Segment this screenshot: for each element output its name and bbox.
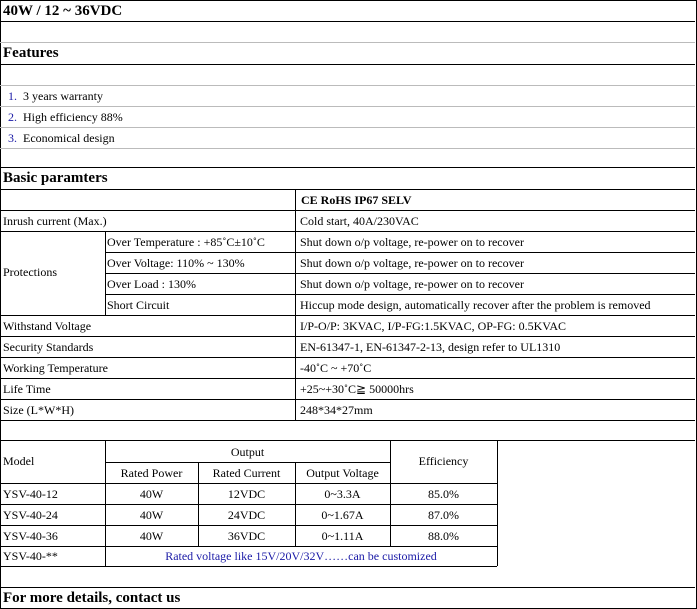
protection-sub: Over Voltage: 110% ~ 130% <box>107 256 245 270</box>
param-label: Withstand Voltage <box>3 319 92 333</box>
model-name: YSV-40-36 <box>3 529 58 543</box>
feature-num: 1. <box>8 89 17 103</box>
param-value: Shut down o/p voltage, re-power on to recover <box>300 277 524 291</box>
param-value: Shut down o/p voltage, re-power on to recover <box>300 235 524 249</box>
features-heading: Features <box>3 45 59 61</box>
cert-marks: CE RoHS IP67 SELV <box>301 193 412 207</box>
param-label: Life Time <box>3 382 51 396</box>
param-value: Cold start, 40A/230VAC <box>300 214 419 228</box>
feature-item: 3 years warranty <box>23 89 103 103</box>
feature-num: 3. <box>8 131 17 145</box>
model-current: 24VDC <box>227 508 266 522</box>
feature-num: 2. <box>8 110 17 124</box>
model-current: 12VDC <box>227 487 266 501</box>
model-name: YSV-40-24 <box>3 508 58 522</box>
model-efficiency: 85.0% <box>428 487 459 501</box>
feature-item: High efficiency 88% <box>23 110 123 124</box>
col-output-voltage: Output Voltage <box>306 466 379 480</box>
model-power: 40W <box>139 529 164 543</box>
param-value: +25~+30˚C≧ 50000hrs <box>300 382 414 396</box>
model-current: 36VDC <box>227 529 266 543</box>
param-label: Security Standards <box>3 340 94 354</box>
col-model: Model <box>3 454 35 468</box>
model-power: 40W <box>139 487 164 501</box>
footer-contact: For more details, contact us <box>3 590 181 606</box>
protections-label: Protections <box>3 265 57 279</box>
param-value: Shut down o/p voltage, re-power on to recover <box>300 256 524 270</box>
protection-sub: Short Circuit <box>107 298 170 312</box>
param-label: Working Temperature <box>3 361 108 375</box>
param-value: I/P-O/P: 3KVAC, I/P-FG:1.5KVAC, OP-FG: 0.5KVAC <box>300 319 567 333</box>
param-value: -40˚C ~ +70˚C <box>300 361 372 375</box>
model-voltage: 0~1.11A <box>321 529 364 543</box>
col-efficiency: Efficiency <box>418 454 469 468</box>
col-output: Output <box>230 445 265 459</box>
model-name: YSV-40-12 <box>3 487 58 501</box>
model-efficiency: 88.0% <box>428 529 459 543</box>
model-name: YSV-40-** <box>3 549 58 563</box>
col-rated-power: Rated Power <box>120 466 183 480</box>
param-label: Size (L*W*H) <box>3 403 74 417</box>
basic-heading: Basic paramters <box>3 170 108 186</box>
param-label: Inrush current (Max.) <box>3 214 107 228</box>
model-voltage: 0~3.3A <box>324 487 361 501</box>
col-rated-current: Rated Current <box>212 466 281 480</box>
feature-item: Economical design <box>23 131 115 145</box>
protection-sub: Over Temperature : +85˚C±10˚C <box>107 235 265 249</box>
model-efficiency: 87.0% <box>428 508 459 522</box>
param-value: EN-61347-1, EN-61347-2-13, design refer to UL1310 <box>300 340 561 354</box>
custom-note: Rated voltage like 15V/20V/32V……can be customized <box>165 549 437 563</box>
page-title: 40W / 12 ~ 36VDC <box>3 3 123 19</box>
param-value: Hiccup mode design, automatically recover after the problem is removed <box>300 298 651 312</box>
protection-sub: Over Load : 130% <box>107 277 196 291</box>
param-value: 248*34*27mm <box>300 403 373 417</box>
model-voltage: 0~1.67A <box>321 508 364 522</box>
model-power: 40W <box>139 508 164 522</box>
